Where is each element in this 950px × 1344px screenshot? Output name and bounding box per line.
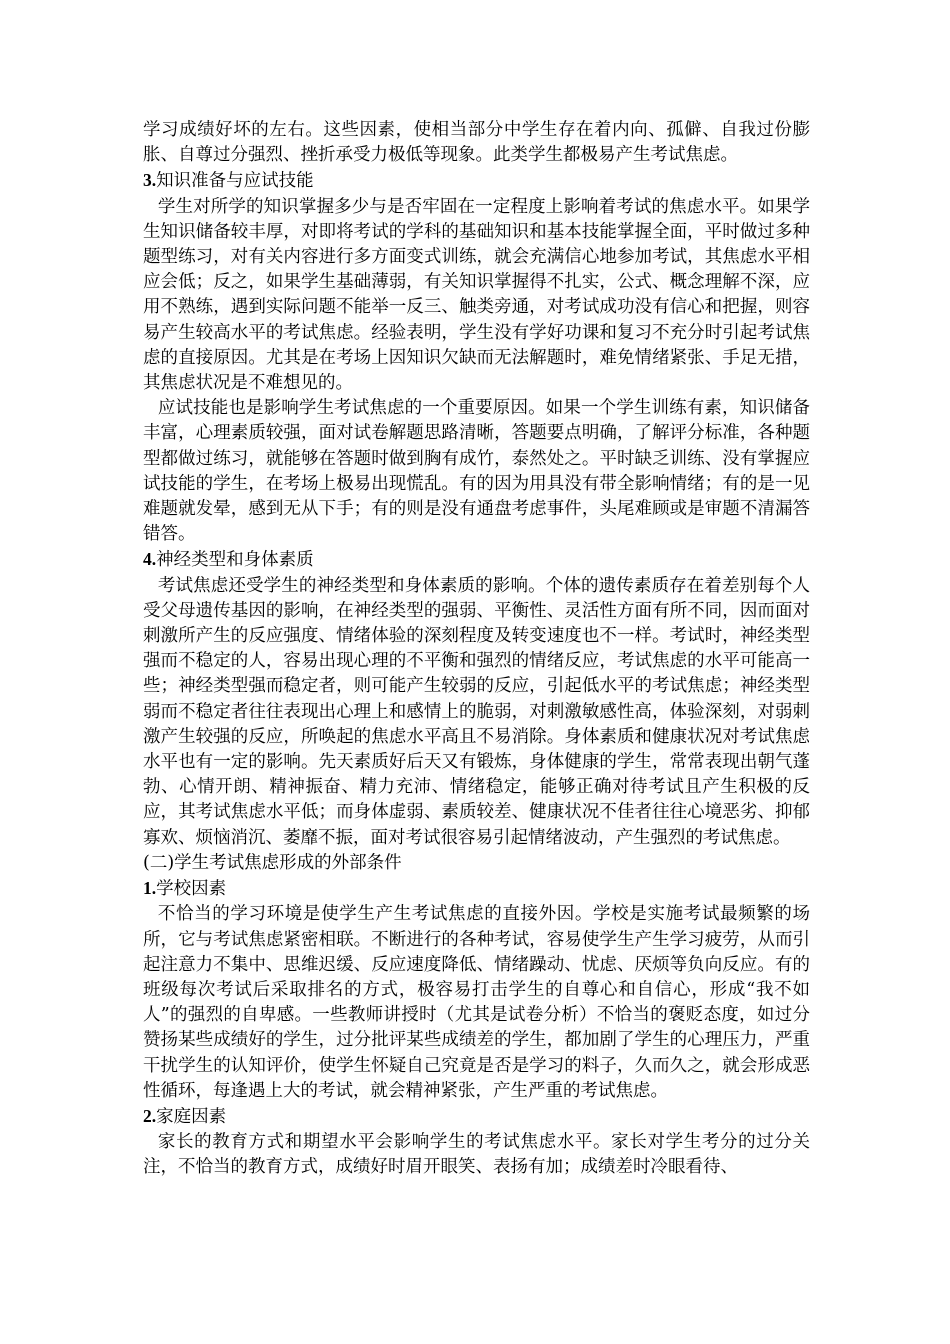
heading-number: 4.: [143, 549, 157, 570]
heading-number: 3.: [143, 170, 157, 191]
document-page: [143, 118, 810, 1181]
paragraph-knowledge: 学生对所学的知识掌握多少与是否牢固在一定程度上影响着考试的焦虑水平。如果学生知识储备较丰厚，对即将考试的学科的基础知识和基本技能掌握全面，平时做过多种题型练习，对有关内容进行多方面变式训练，就会充满信心地参加考试，其焦虑水平相应会低；反之，如果学生基础薄弱，有关知识掌握得不扎实，公式、概念理解不深，应用不熟练，遇到实际问题不能举一反三、触类旁通，对考试成功没有信心和把握，则容易产生较高水平的考试焦虑。经验表明，学生没有学好功课和复习不充分时引起考试焦虑的直接原因。尤其是在考场上因知识欠缺而无法解题时，难免情绪紧张、手足无措，其焦虑状况是不难想见的。: [143, 196, 810, 394]
paragraph-continuation: 学习成绩好坏的左右。这些因素，使相当部分中学生存在着内向、孤僻、自我过份膨胀、自尊过分强烈、挫折承受力极低等现象。此类学生都极易产生考试焦虑。: [143, 120, 810, 166]
heading-number: 1.: [143, 878, 157, 899]
paragraph-nervous-type: 考试焦虑还受学生的神经类型和身体素质的影响。个体的遗传素质存在着差别每个人受父母遗传基因的影响，在神经类型的强弱、平衡性、灵活性方面有所不同，因而面对刺激所产生的反应强度、情绪体验的深刻程度及转变速度也不一样。考试时，神经类型强而不稳定的人，容易出现心理的不平衡和强烈的情绪反应，考试焦虑的水平可能高一些；神经类型强而稳定者，则可能产生较弱的反应，引起低水平的考试焦虑；神经类型弱而不稳定者往往表现出心理上和感情上的脆弱，对刺激敏感性高，体验深刻，对弱刺激产生较强的反应，所唤起的焦虑水平高且不易消除。身体素质和健康状况对考试焦虑水平也有一定的影响。先天素质好后天又有锻炼，身体健康的学生，常常表现出朝气蓬勃、心情开朗、精神振奋、精力充沛、情绪稳定，能够正确对待考试且产生积极的反应，其考试焦虑水平低；而身体虚弱、素质较差、健康状况不佳者往往心境恶劣、抑郁寡欢、烦恼消沉、萎靡不振，面对考试很容易引起情绪波动，产生强烈的考试焦虑。: [143, 575, 810, 848]
heading-number: 2.: [143, 1105, 157, 1126]
heading-school-factors: [143, 876, 810, 902]
heading-text: 神经类型和身体素质: [156, 550, 314, 571]
heading-family-factors: [143, 1104, 810, 1130]
paragraph-exam-skills: 应试技能也是影响学生考试焦虑的一个重要原因。如果一个学生训练有素，知识储备丰富，心理素质较强，面对试卷解题思路清晰，答题要点明确，了解评分标准，各种题型都做过练习，就能够在答题时做到胸有成竹，泰然处之。平时缺乏训练、没有掌握应试技能的学生，在考场上极易出现慌乱。有的因为用具没有带全影响情绪；有的是一见难题就发晕，感到无从下手；有的则是没有通盘考虑事件，头尾难顾或是审题不清漏答错答。: [143, 398, 810, 545]
heading-nervous-type: [143, 547, 810, 573]
paragraph-family: 家长的教育方式和期望水平会影响学生的考试焦虑水平。家长对学生考分的过分关注，不恰当的教育方式，成绩好时眉开眼笑、表扬有加；成绩差时冷眼看待、: [143, 1132, 810, 1178]
heading-text: 学校因素: [156, 879, 227, 900]
heading-text: 知识准备与应试技能: [156, 171, 314, 192]
section-heading-external: (二)学生考试焦虑形成的外部条件: [143, 852, 402, 873]
heading-text: 家庭因素: [156, 1106, 227, 1127]
heading-knowledge-skills: [143, 168, 810, 194]
paragraph-school: 不恰当的学习环境是使学生产生考试焦虑的直接外因。学校是实施考试最频繁的场所，它与考试焦虑紧密相联。不断进行的各种考试，容易使学生产生学习疲劳，从而引起注意力不集中、思维迟缓、反应速度降低、情绪躁动、忧虑、厌烦等负向反应。有的班级每次考试后采取排名的方式，极容易打击学生的自尊心和自信心，形成“我不如人”的强烈的自卑感。一些教师讲授时（尤其是试卷分析）不恰当的褒贬态度，如过分赞扬某些成绩好的学生，过分批评某些成绩差的学生，都加剧了学生的心理压力，严重干扰学生的认知评价，使学生怀疑自己究竟是否是学习的料子，久而久之，就会形成恶性循环，每逢遇上大的考试，就会精神紧张，产生严重的考试焦虑。: [143, 904, 810, 1101]
